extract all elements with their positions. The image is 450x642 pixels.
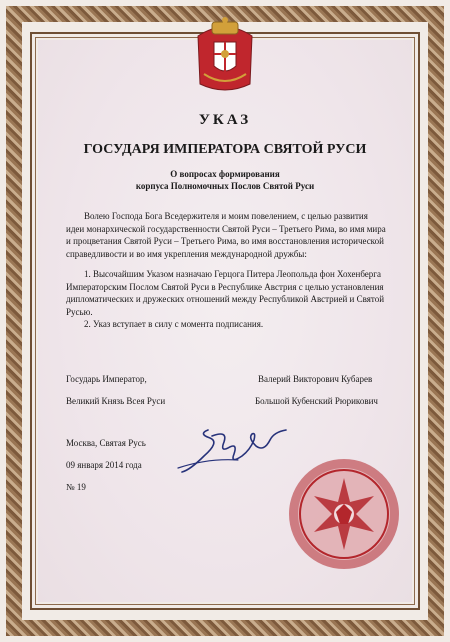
subtitle-line-1: О вопросах формирования — [170, 169, 280, 179]
decree-paragraph-2: 1. Высочайшим Указом назначаю Герцога Питера Леопольда фон Хохенберга Императорским Послом Святой Руси в Республике Австрия с целью установления дипломатических и дружеских отношений между Республикой Австрией и Святой Русью. — [66, 269, 385, 317]
signatory-dynastic-name: Большой Кубенский Рюрикович — [255, 396, 378, 406]
signatory-title-line-1: Государь Император, — [66, 374, 147, 384]
decree-heading: УКАЗ — [198, 112, 252, 128]
signatory-name: Валерий Викторович Кубарев — [258, 374, 373, 384]
date: 09 января 2014 года — [66, 460, 142, 470]
decree-number: № 19 — [66, 482, 86, 492]
decree-paragraph-1: Волею Господа Бога Вседержителя и моим повелением, с целью развития идеи монархической государственности Святой Руси – Третьего Рима, во имя мира и процветания Святой Руси – Третьего Рима, во имя восстановления исторической справедливости и во имя укрепления международной дружбы: — [66, 211, 386, 259]
signatory-title-line-2: Великий Князь Всея Руси — [66, 396, 166, 406]
subtitle-line-2: корпуса Полномочных Послов Святой Руси — [135, 181, 315, 191]
official-seal-icon — [286, 456, 402, 572]
handwritten-signature-icon — [168, 420, 298, 476]
decree-subtitle — [0, 168, 450, 192]
coat-of-arms-icon — [190, 14, 260, 96]
decree-title: ГОСУДАРЯ ИМПЕРАТОРА СВЯТОЙ РУСИ — [83, 142, 367, 157]
place: Москва, Святая Русь — [66, 438, 146, 448]
decree-paragraph-3: 2. Указ вступает в силу с момента подписания. — [84, 319, 264, 329]
